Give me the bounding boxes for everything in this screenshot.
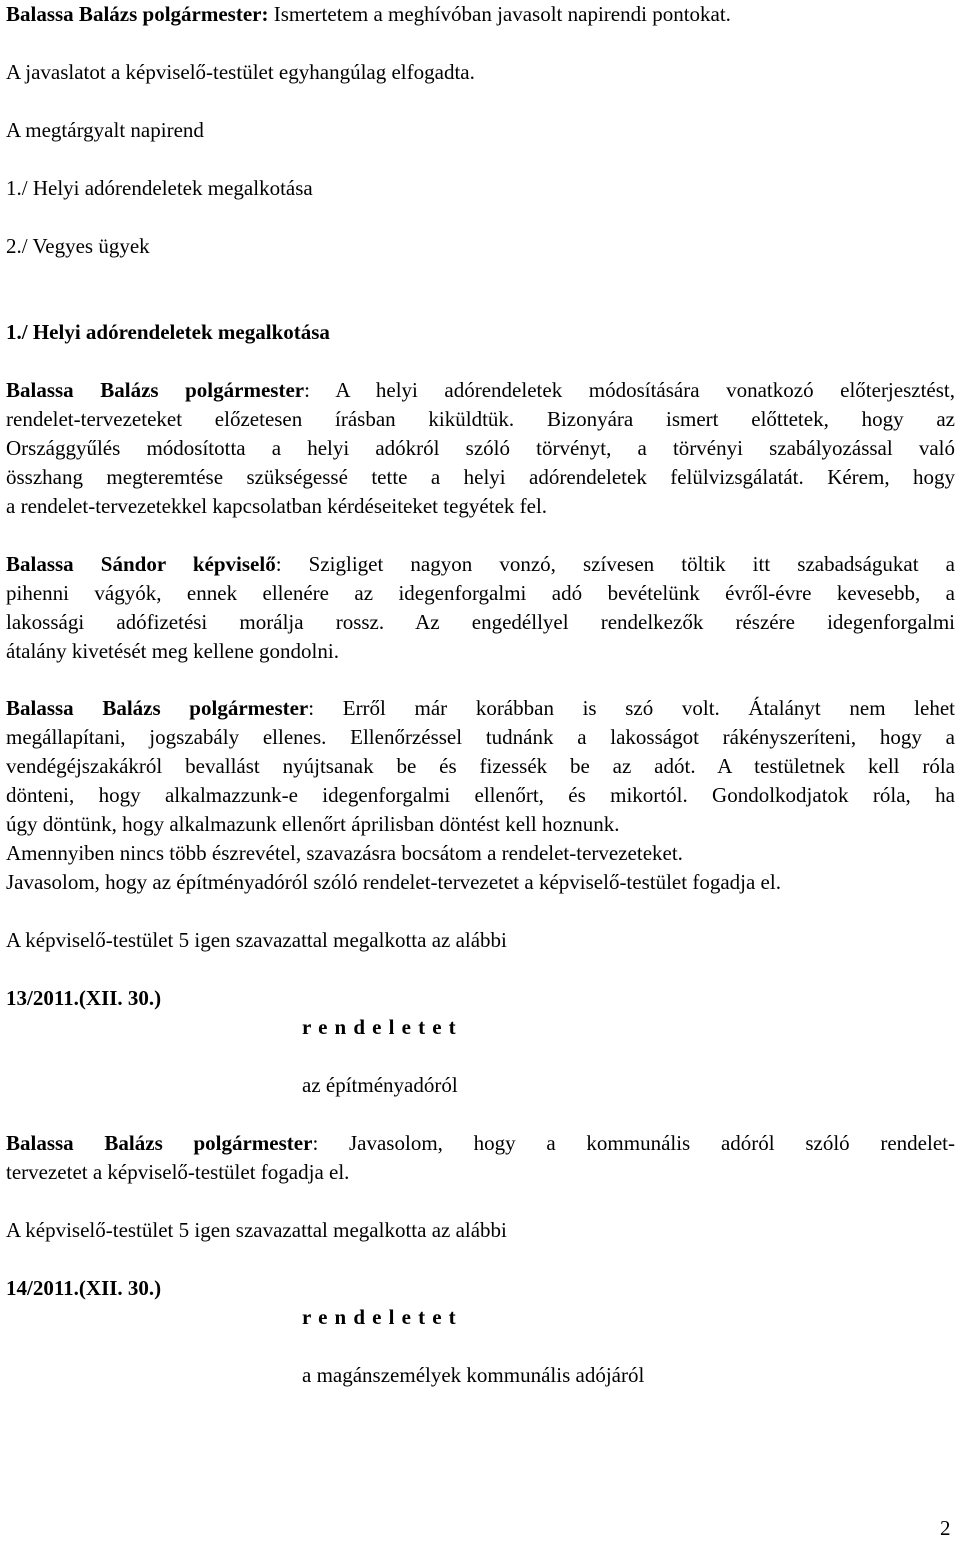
paragraph-line: Amennyiben nincs több észrevétel, szavazásra bocsátom a rendelet-tervezeteket.: [6, 841, 683, 865]
paragraph-line: összhang megteremtése szükségessé tette a helyi adórendeletek felülvizsgálatát. Kérem, hogy: [6, 465, 955, 489]
paragraph-line: átalány kivetését meg kellene gondolni.: [6, 639, 339, 663]
intro-line-2: A javaslatot a képviselő-testület egyhangúlag elfogadta.: [6, 60, 475, 84]
paragraph-line: lakossági adófizetési morálja rossz. Az engedéllyel rendelkezők részére idegenforgalmi: [6, 610, 955, 634]
section-heading: 1./ Helyi adórendeletek megalkotása: [6, 320, 330, 344]
paragraph-line: vendégéjszakákról bevallást nyújtsanak be és fizessék be az adót. A testületnek kell róla: [6, 754, 955, 778]
paragraph-line: megállapítani, jogszabály ellenes. Ellenőrzéssel tudnánk a lakosságot rákényszeríteni, hogy a: [6, 725, 955, 749]
paragraph-line: dönteni, hogy alkalmazzunk-e idegenforgalmi ellenőrt, és mikortól. Gondolkodjatok róla, ha: [6, 783, 955, 807]
speaker-name: Balassa Balázs polgármester:: [6, 2, 269, 26]
paragraph-line: tervezetet a képviselő-testület fogadja el.: [6, 1160, 350, 1184]
paragraph-line: Országgyűlés módosította a helyi adókról szóló törvényt, a törvényi szabályozással való: [6, 436, 955, 460]
decree-number: 13/2011.(XII. 30.): [6, 986, 162, 1010]
vote-statement: A képviselő-testület 5 igen szavazattal megalkotta az alábbi: [6, 1218, 507, 1242]
paragraph-line: úgy döntünk, hogy alkalmazunk ellenőrt áprilisban döntést kell hoznunk.: [6, 812, 620, 836]
paragraph-line: a rendelet-tervezetekkel kapcsolatban kérdéseiteket tegyétek fel.: [6, 494, 548, 518]
speaker-name: Balassa Balázs polgármester: [6, 378, 305, 402]
paragraph-line: Balassa Balázs polgármester: Erről már korábban is szó volt. Átalányt nem lehet: [6, 696, 955, 720]
decree-type: rendeletet: [302, 1305, 463, 1329]
paragraph-line: Balassa Balázs polgármester: Javasolom, hogy a kommunális adóról szóló rendelet-: [6, 1131, 955, 1155]
intro-line-1: Balassa Balázs polgármester: Ismertetem a meghívóban javasolt napirendi pontokat.: [6, 2, 731, 26]
decree-subject: a magánszemélyek kommunális adójáról: [302, 1363, 645, 1387]
speaker-name: Balassa Balázs polgármester: [6, 696, 309, 720]
speaker-name: Balassa Sándor képviselő: [6, 552, 276, 576]
speaker-name: Balassa Balázs polgármester: [6, 1131, 313, 1155]
page-number: 2: [940, 1516, 951, 1540]
decree-number: 14/2011.(XII. 30.): [6, 1276, 162, 1300]
vote-statement: A képviselő-testület 5 igen szavazattal megalkotta az alábbi: [6, 928, 507, 952]
agenda-item: 2./ Vegyes ügyek: [6, 234, 150, 258]
agenda-heading: A megtárgyalt napirend: [6, 118, 204, 142]
paragraph-line: rendelet-tervezeteket előzetesen írásban kiküldtük. Bizonyára ismert előttetek, hogy az: [6, 407, 955, 431]
paragraph-line: Balassa Sándor képviselő: Szigliget nagyon vonzó, szívesen töltik itt szabadságukat a: [6, 552, 955, 576]
agenda-item: 1./ Helyi adórendeletek megalkotása: [6, 176, 313, 200]
paragraph-line: pihenni vágyók, ennek ellenére az idegenforgalmi adó bevételünk évről-évre kevesebb, a: [6, 581, 955, 605]
decree-subject: az építményadóról: [302, 1073, 458, 1097]
paragraph-line: Balassa Balázs polgármester: A helyi adórendeletek módosítására vonatkozó előterjesztést,: [6, 378, 955, 402]
decree-type: rendeletet: [302, 1015, 463, 1039]
paragraph-line: Javasolom, hogy az építményadóról szóló rendelet-tervezetet a képviselő-testület fogadja el.: [6, 870, 781, 894]
